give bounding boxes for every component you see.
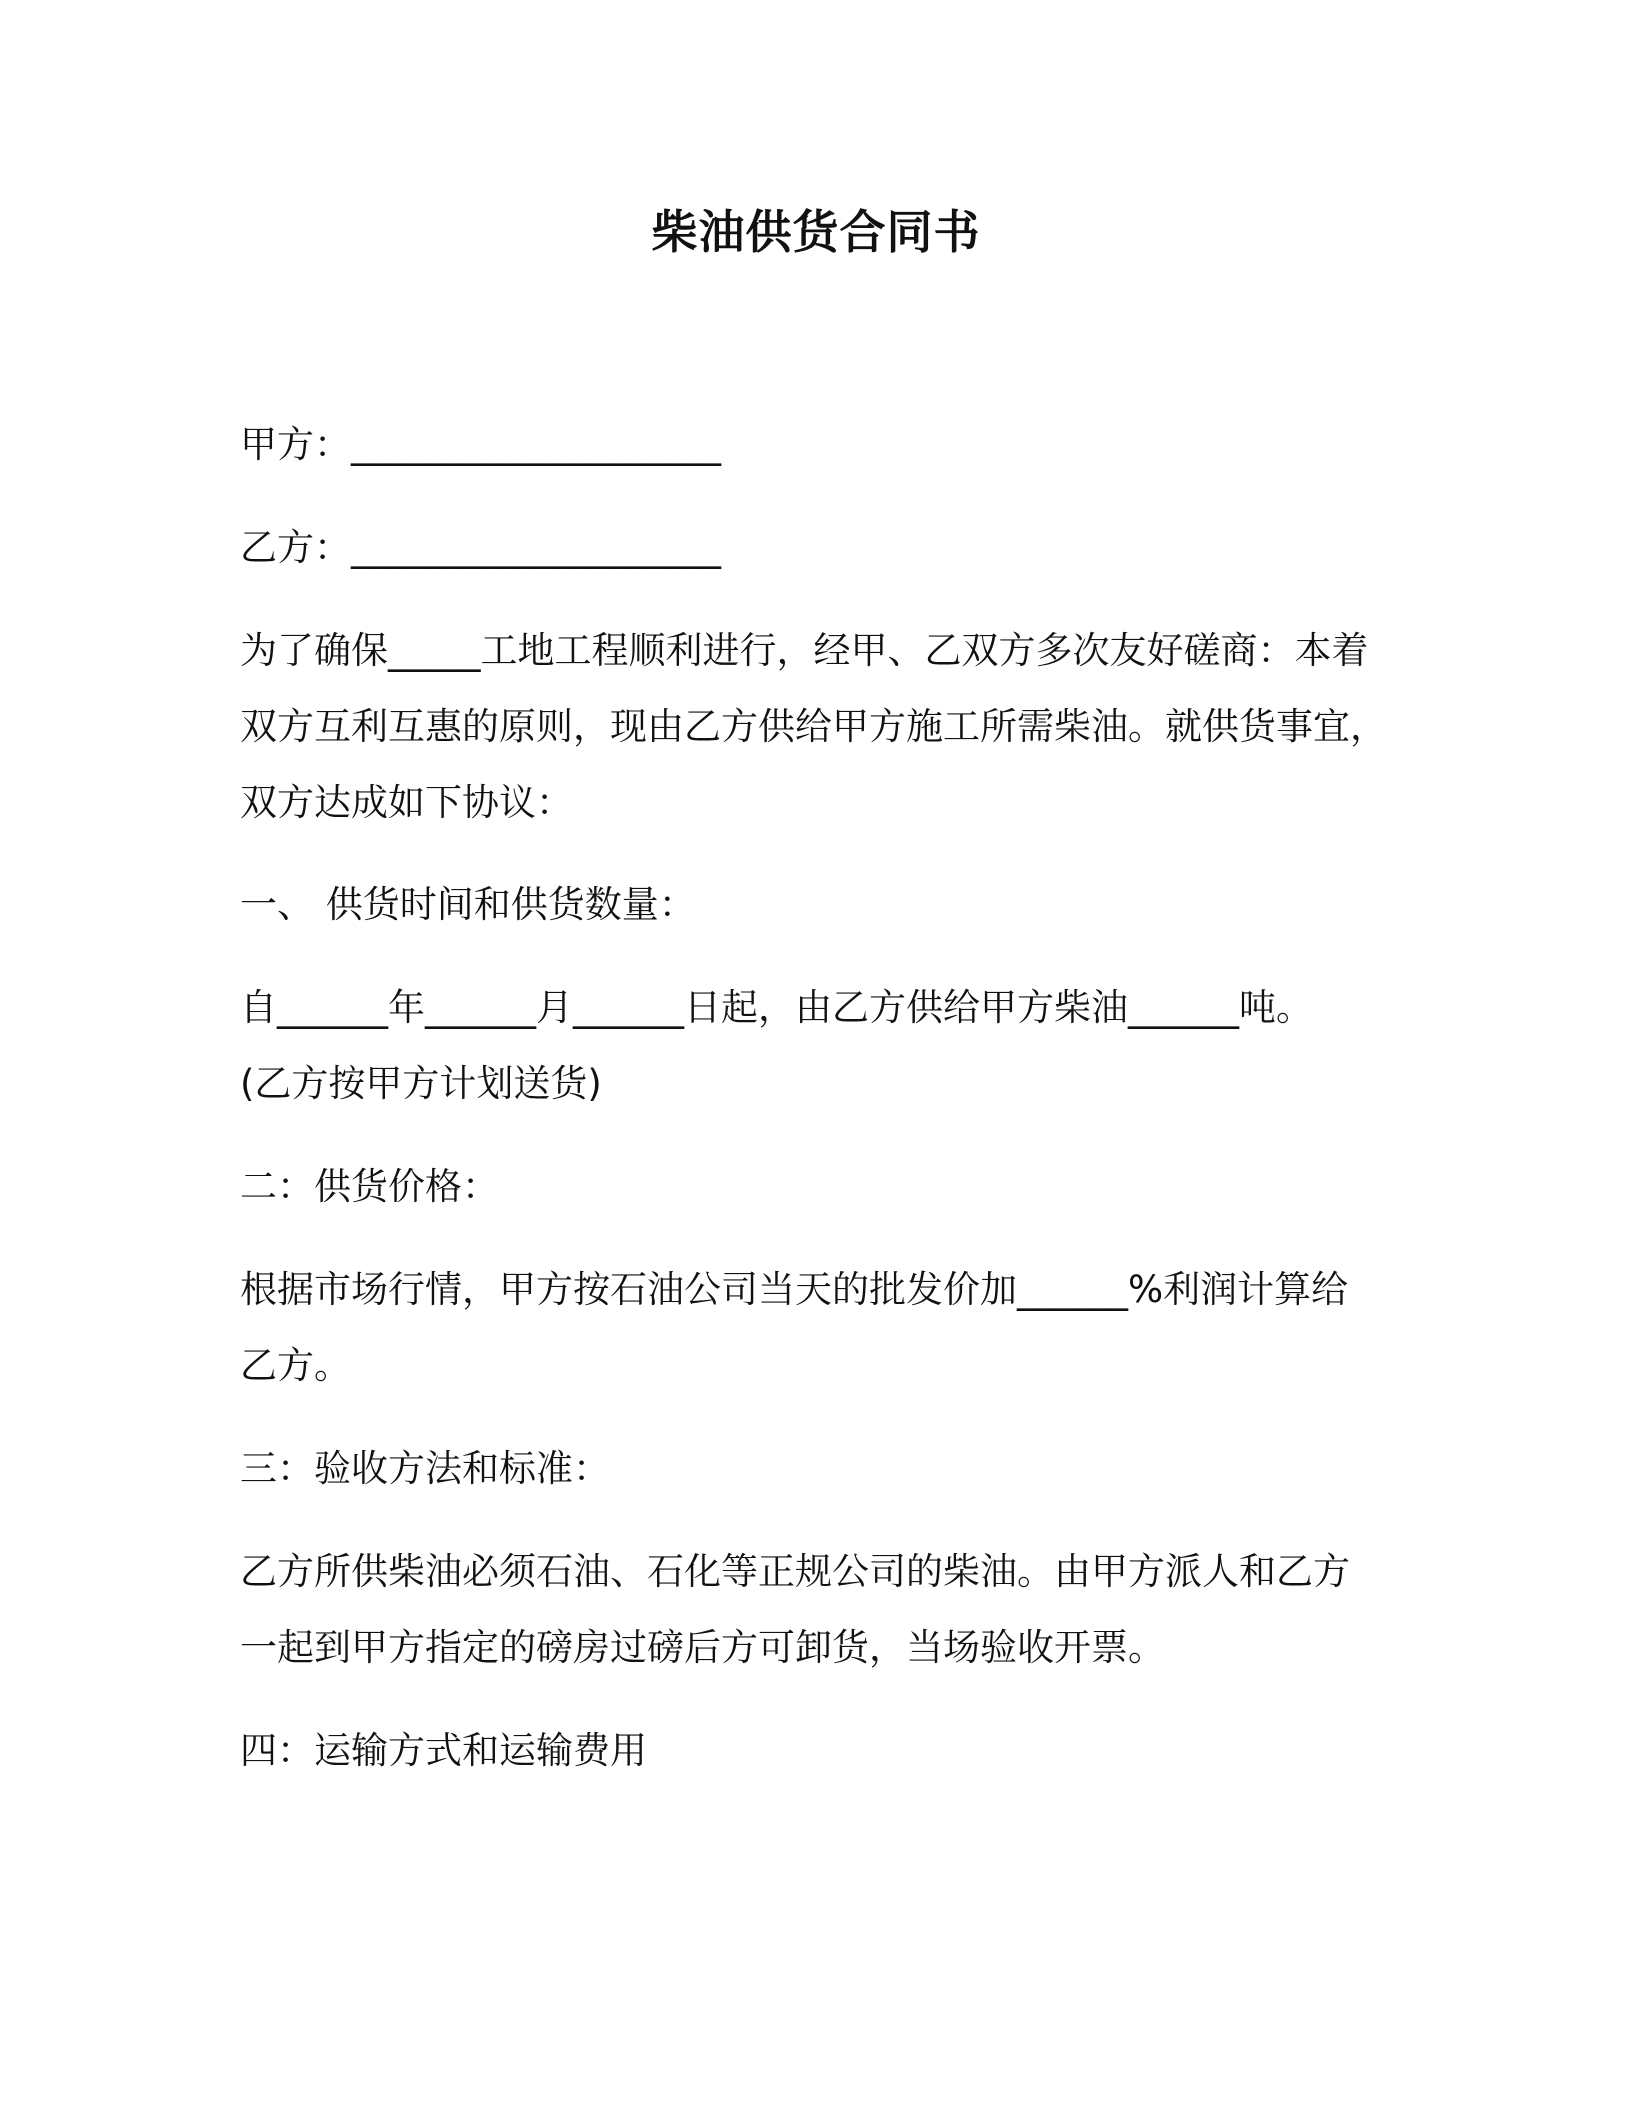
- section-1-text-line-1: 自______年______月______日起，由乙方供给甲方柴油______吨。: [240, 986, 1313, 1029]
- section-3-heading: 三：验收方法和标准：: [240, 1447, 610, 1490]
- intro-paragraph-line-3: 双方达成如下协议：: [240, 781, 573, 824]
- section-1-heading: 一、 供货时间和供货数量：: [240, 883, 696, 926]
- section-3-text-line-1: 乙方所供柴油必须石油、石化等正规公司的柴油。由甲方派人和乙方: [240, 1550, 1350, 1593]
- party-a-line: 甲方：____________________: [240, 423, 721, 466]
- section-2-text-line-1: 根据市场行情，甲方按石油公司当天的批发价加______%利润计算给: [240, 1268, 1349, 1311]
- section-4-heading: 四：运输方式和运输费用: [240, 1729, 647, 1772]
- intro-paragraph-line-1: 为了确保_____工地工程顺利进行，经甲、乙双方多次友好磋商：本着: [240, 629, 1369, 672]
- section-3-text-line-2: 一起到甲方指定的磅房过磅后方可卸货，当场验收开票。: [240, 1626, 1165, 1669]
- section-2-heading: 二：供货价格：: [240, 1165, 499, 1208]
- party-b-line: 乙方：____________________: [240, 526, 721, 569]
- section-1-text-line-2: (乙方按甲方计划送货): [240, 1062, 602, 1105]
- section-2-text-line-2: 乙方。: [240, 1344, 351, 1387]
- document-title: 柴油供货合同书: [651, 205, 981, 259]
- intro-paragraph-line-2: 双方互利互惠的原则，现由乙方供给甲方施工所需柴油。就供货事宜，: [240, 705, 1387, 748]
